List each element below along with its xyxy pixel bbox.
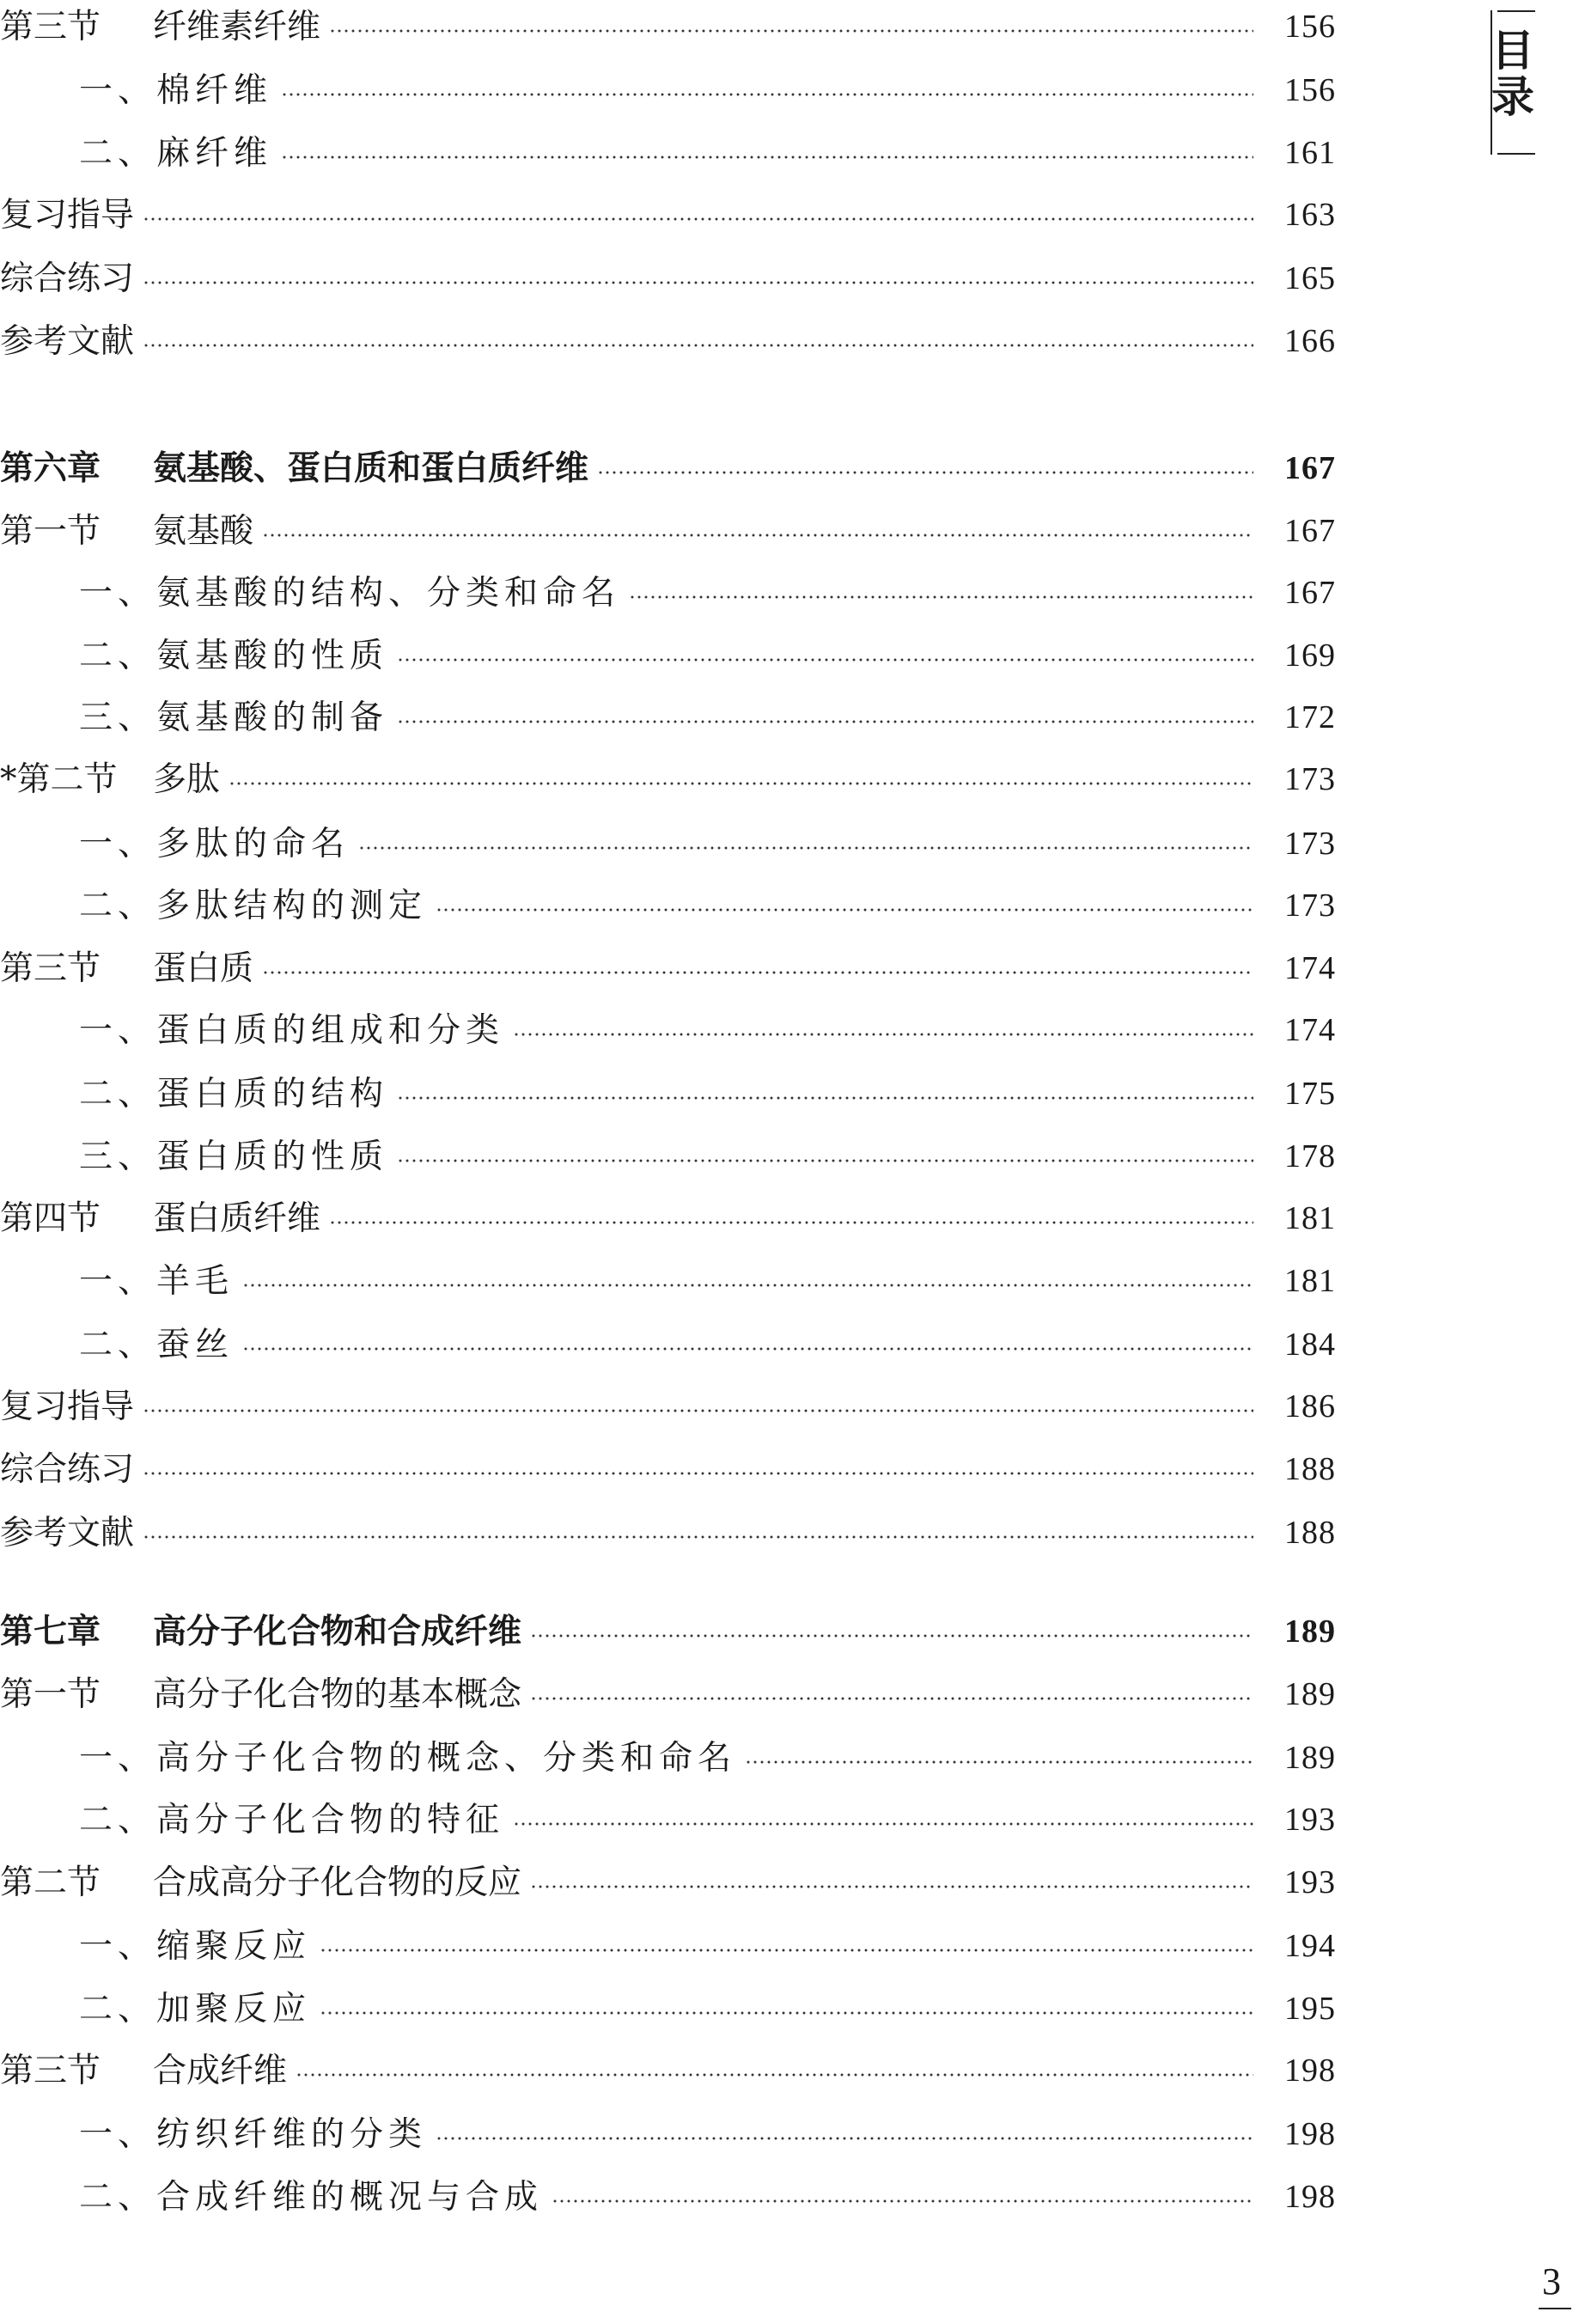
toc-entry-number: 二、 [79,1990,157,2028]
dot-leader [320,2011,1253,2015]
page-number-rule [1539,2308,1571,2309]
toc-entry-page: 167 [1284,450,1336,486]
toc-entry-number: 三、 [79,698,157,737]
toc-entry-label [0,437,588,500]
toc-entry [0,1250,1336,1313]
toc-entry [0,1851,1336,1914]
dot-leader [513,1033,1253,1036]
toc-entry-label [0,247,134,310]
toc-entry-title: 综合练习 [0,259,135,298]
toc-entry-number: 三、 [79,1138,157,1176]
toc-entry-number: 二、 [79,637,157,675]
toc-entry [0,937,1336,1000]
toc-entry-page: 193 [1284,1802,1336,1838]
dot-leader [143,1409,1253,1412]
toc-entry-number: 第四节 [0,1199,101,1238]
toc-entry-number: 二、 [79,134,157,173]
toc-entry-page: 156 [1284,9,1336,45]
section-tab-title: 目录 [1484,27,1534,120]
toc-entry-page: 175 [1284,1076,1336,1112]
toc-entry-label [0,1851,521,1914]
toc-entry-label [79,999,504,1062]
toc-entry-page: 184 [1284,1327,1336,1363]
toc-entry-page: 178 [1284,1138,1336,1174]
toc-entry-page: 172 [1284,699,1336,735]
toc-entry-number: *第二节 [0,760,118,799]
dot-leader [329,29,1253,33]
toc-entry-title: 多肽的命名 [156,825,351,863]
toc-entry-label [79,1314,234,1376]
toc-entry [0,1438,1336,1501]
dot-leader [397,720,1253,723]
toc-entry [0,999,1336,1062]
dot-leader [143,281,1253,284]
dot-leader [242,1284,1253,1287]
toc-entry [0,0,1336,58]
toc-entry-page: 174 [1284,950,1336,986]
toc-entry-page: 173 [1284,888,1336,924]
toc-entry-title: 参考文献 [0,322,135,361]
toc-entry-title: 加聚反应 [156,1990,312,2028]
toc-entry-label [0,937,253,1000]
dot-leader [436,2137,1253,2140]
dot-leader [397,1159,1253,1162]
toc-entry-title: 蛋白质的组成和分类 [156,1011,505,1050]
toc-entry-label [79,813,350,875]
dot-leader [629,595,1253,599]
toc-entry [0,875,1336,937]
toc-entry-label [79,686,388,749]
toc-entry-label [0,500,253,563]
toc-entry [0,686,1336,749]
toc-entry-number: 第三节 [0,2052,101,2090]
toc-entry-label [79,1727,736,1790]
toc-entry-title: 蛋白质纤维 [153,1199,321,1238]
toc-entry-page: 188 [1284,1515,1336,1551]
toc-entry [0,437,1336,500]
toc-entry-page: 181 [1284,1263,1336,1299]
toc-entry-page: 173 [1284,826,1336,862]
toc-entry-page: 163 [1284,197,1336,233]
toc-entry-label [79,59,272,122]
toc-entry-number: 一、 [79,1739,157,1778]
dot-leader [530,1634,1253,1638]
toc-entry [0,1978,1336,2040]
toc-entry [0,1125,1336,1188]
toc-entry-title: 高分子化合物的基本概念 [153,1675,522,1714]
toc-entry-number: 第二节 [0,1863,101,1902]
toc-entry [0,1789,1336,1851]
toc-entry [0,1915,1336,1978]
toc-entry-page: 181 [1284,1200,1336,1236]
toc-entry-number: 一、 [79,71,157,110]
toc-entry-label [79,1250,234,1313]
toc-entry-title: 棉纤维 [156,71,273,110]
dot-leader [143,217,1253,221]
dot-leader [242,1347,1253,1351]
toc-entry-page: 167 [1284,513,1336,549]
dot-leader [281,156,1253,159]
toc-entry-label [0,1187,320,1250]
toc-entry-number: 第六章 [0,449,101,488]
toc-entry-page: 188 [1284,1451,1336,1487]
toc-entry [0,184,1336,247]
toc-entry-number: 一、 [79,1011,157,1050]
toc-entry-title: 蚕丝 [156,1326,235,1364]
toc-entry [0,1502,1336,1565]
dot-leader [329,1221,1253,1224]
dot-leader [397,658,1253,662]
dot-leader [262,971,1253,974]
toc-entry [0,813,1336,875]
toc-entry [0,1187,1336,1250]
toc-entry [0,1314,1336,1376]
toc-entry-title: 氨基酸的制备 [156,698,389,737]
toc-entry-page: 156 [1284,72,1336,108]
toc-entry [0,1375,1336,1438]
toc-entry-title: 多肽 [153,760,221,799]
toc-entry-label [0,1601,521,1663]
toc-entry-title: 蛋白质的性质 [156,1138,389,1176]
toc-entry-title: 参考文献 [0,1514,135,1552]
toc-entry-label [79,1063,388,1125]
toc-entry-label [0,1438,134,1501]
dot-leader [229,782,1253,785]
toc-entry-title: 多肽结构的测定 [156,887,428,925]
toc-entry-title: 氨基酸、蛋白质和蛋白质纤维 [153,449,589,488]
toc-entry-page: 193 [1284,1864,1336,1900]
dot-leader [745,1760,1253,1764]
toc-entry-title: 高分子化合物的概念、分类和命名 [156,1739,737,1778]
toc-entry-number: 一、 [79,2115,157,2154]
toc-entry-number: 二、 [79,1801,157,1839]
section-tab [1484,10,1540,155]
toc-entry-label [79,1915,311,1978]
toc-entry-label [79,1789,504,1851]
toc-entry-page: 161 [1284,135,1336,171]
toc-entry-label [0,748,220,811]
toc-entry-number: 一、 [79,1262,157,1301]
toc-entry-label [79,1125,388,1188]
toc-entry-number: 一、 [79,574,157,613]
tab-rule-top [1497,10,1535,12]
toc-entry-page: 165 [1284,260,1336,296]
toc-entry-label [0,0,320,58]
toc-entry-label [79,122,272,185]
dot-leader [436,908,1253,912]
toc-entry-page: 173 [1284,761,1336,797]
toc-entry-title: 麻纤维 [156,134,273,173]
toc-entry-label [79,625,388,687]
toc-entry-page: 189 [1284,1676,1336,1712]
toc-entry-label [0,184,134,247]
toc-entry [0,2103,1336,2166]
toc-entry [0,1727,1336,1790]
toc-entry-number: 第七章 [0,1613,101,1651]
dot-leader [358,846,1253,850]
toc-entry-title: 蛋白质 [153,949,254,988]
toc-entry-title: 合成高分子化合物的反应 [153,1863,522,1902]
dot-leader [530,1885,1253,1888]
tab-rule-bottom [1497,153,1535,155]
toc-entry [0,1663,1336,1726]
toc-entry-label [79,1978,311,2040]
toc-entry-label [79,2103,427,2166]
dot-leader [397,1096,1253,1100]
toc-entry-label [0,2040,287,2102]
toc-entry-title: 合成纤维 [153,2052,288,2090]
toc-entry-page: 198 [1284,2053,1336,2089]
toc-entry-title: 高分子化合物的特征 [156,1801,505,1839]
toc-entry-number: 第一节 [0,512,101,551]
toc-entry-title: 羊毛 [156,1262,235,1301]
dot-leader [513,1822,1253,1826]
toc-entry-label [79,2166,543,2229]
dot-leader [262,534,1253,537]
toc-entry-page: 174 [1284,1012,1336,1048]
toc-entry-title: 氨基酸 [153,512,254,551]
toc-entry-number: 二、 [79,887,157,925]
toc-entry-number: 二、 [79,1326,157,1364]
toc-entry [0,562,1336,625]
toc-entry-title: 蛋白质的结构 [156,1075,389,1113]
toc-entry-label [79,875,427,937]
dot-leader [143,1472,1253,1475]
toc-entry [0,2166,1336,2229]
dot-leader [296,2073,1253,2077]
toc-entry-title: 合成纤维的概况与合成 [156,2178,544,2217]
toc-entry [0,500,1336,563]
toc-entry-number: 第三节 [0,8,101,46]
toc-entry-number: 第三节 [0,949,101,988]
toc-entry-title: 氨基酸的性质 [156,637,389,675]
toc-entry [0,122,1336,185]
page-number [1542,2260,1561,2303]
toc-entry-title: 氨基酸的结构、分类和命名 [156,574,621,613]
toc-entry [0,2040,1336,2102]
toc-entry-number: 二、 [79,2178,157,2217]
toc-entry-label [0,310,134,373]
dot-leader [320,1949,1253,1952]
toc-entry-title: 综合练习 [0,1450,135,1489]
toc-entry-number: 一、 [79,825,157,863]
toc-entry-number: 二、 [79,1075,157,1113]
dot-leader [552,2199,1253,2203]
page-number-text: 3 [1542,2260,1561,2303]
toc-entry-number: 第一节 [0,1675,101,1714]
toc-entry-page: 169 [1284,637,1336,674]
dot-leader [143,1535,1253,1539]
dot-leader [281,93,1253,96]
toc-entry-page: 189 [1284,1740,1336,1776]
toc-entry-label [0,1375,134,1438]
toc-entry [0,59,1336,122]
toc-entry-title: 高分子化合物和合成纤维 [153,1613,522,1651]
toc-entry-title: 复习指导 [0,196,135,235]
toc-entry [0,247,1336,310]
toc-entry-title: 纤维素纤维 [153,8,321,46]
toc-entry-page: 195 [1284,1991,1336,2027]
dot-leader [143,344,1253,347]
toc-entry-page: 186 [1284,1388,1336,1424]
toc-entry-label [0,1663,521,1726]
toc-entry-page: 166 [1284,323,1336,359]
toc-entry [0,748,1336,811]
dot-leader [530,1697,1253,1700]
toc-entry [0,1601,1336,1663]
toc-entry-page: 198 [1284,2179,1336,2215]
toc-entry-page: 167 [1284,575,1336,611]
toc-entry-page: 198 [1284,2116,1336,2152]
toc-entry-label [79,562,620,625]
dot-leader [597,471,1253,474]
toc-entry-page: 194 [1284,1928,1336,1964]
toc-entry-page: 189 [1284,1613,1336,1650]
toc-entry [0,625,1336,687]
toc-entry-title: 复习指导 [0,1388,135,1426]
toc-entry-number: 一、 [79,1927,157,1966]
toc-entry [0,1063,1336,1125]
toc-entry-title: 缩聚反应 [156,1927,312,1966]
toc-entry [0,310,1336,373]
toc-entry-label [0,1502,134,1565]
toc-entry-title: 纺织纤维的分类 [156,2115,428,2154]
